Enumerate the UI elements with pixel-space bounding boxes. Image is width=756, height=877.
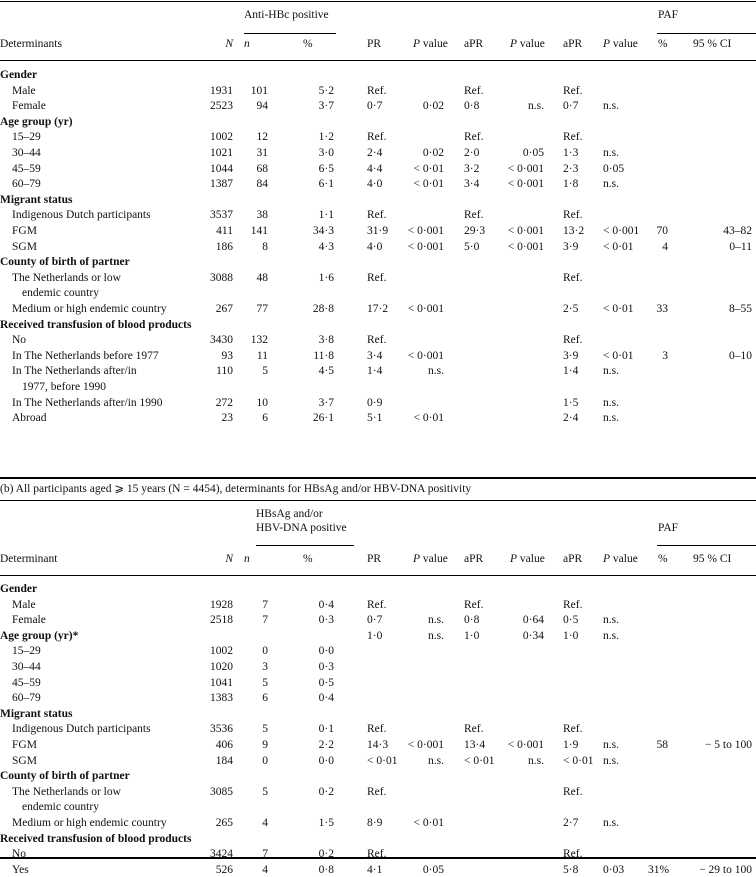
row-group-heading: Age group (yr) bbox=[0, 115, 73, 128]
col-header-apr-2: aPR bbox=[563, 553, 583, 565]
cell-pr: Ref. bbox=[367, 271, 387, 284]
cell-n: 94 bbox=[256, 100, 268, 113]
col-header-apr-2: aPR bbox=[563, 38, 583, 50]
col-header-apr-1: aPR bbox=[464, 38, 484, 50]
cell-n: 0 bbox=[262, 754, 268, 767]
cell-p1: < 0·001 bbox=[407, 225, 444, 237]
cell-p1: < 0·01 bbox=[413, 412, 444, 425]
cell-p3: < 0·001 bbox=[603, 225, 640, 237]
cell-N: 3537 bbox=[210, 209, 233, 222]
cell-n: 4 bbox=[262, 817, 268, 829]
row-group-heading: Gender bbox=[0, 583, 38, 595]
cell-pr: 8·9 bbox=[367, 817, 383, 829]
cell-p1: n.s. bbox=[428, 629, 444, 642]
cell-p3: n.s. bbox=[603, 147, 619, 159]
row-label: In The Netherlands before 1977 bbox=[12, 349, 159, 362]
cell-n: 7 bbox=[262, 614, 268, 627]
cell-apr2: 1·0 bbox=[563, 629, 579, 642]
col-header-paf-pct: % bbox=[658, 38, 668, 50]
cell-p1: n.s. bbox=[428, 754, 444, 767]
row-group-heading: Gender bbox=[0, 69, 38, 81]
cell-p2: 0·34 bbox=[522, 629, 544, 642]
cell-pct: 0·0 bbox=[318, 645, 334, 658]
cell-p3: < 0·01 bbox=[603, 303, 634, 315]
row-label: Male bbox=[12, 84, 36, 97]
cell-n: 77 bbox=[256, 303, 268, 315]
cell-pct: 0·0 bbox=[318, 754, 334, 767]
cell-pct: 26·1 bbox=[312, 412, 334, 425]
cell-N: 3536 bbox=[210, 723, 233, 736]
cell-n: 12 bbox=[256, 131, 268, 144]
cell-ci: − 29 to 100 bbox=[699, 863, 752, 876]
cell-apr2: 3·9 bbox=[563, 349, 579, 362]
divider-rule bbox=[0, 477, 756, 479]
group-header-paf-b: PAF bbox=[658, 522, 679, 534]
row-label: Indigenous Dutch participants bbox=[12, 723, 151, 736]
row-label: Abroad bbox=[12, 412, 47, 425]
cell-paf: 70 bbox=[656, 225, 668, 237]
cell-n: 10 bbox=[256, 396, 268, 409]
cell-pct: 5·2 bbox=[318, 84, 334, 97]
cell-apr2: 13·2 bbox=[563, 225, 585, 237]
cell-apr1: 5·0 bbox=[464, 240, 480, 253]
cell-n: 38 bbox=[256, 209, 268, 222]
col-header-pvalue-3: P value bbox=[603, 38, 638, 50]
cell-p3: < 0·01 bbox=[603, 240, 634, 253]
group-rule-paf-b bbox=[657, 545, 756, 546]
cell-apr1: Ref. bbox=[464, 84, 484, 97]
cell-n: 9 bbox=[262, 739, 268, 751]
col-header-pvalue-2: P value bbox=[510, 38, 545, 50]
cell-p2: < 0·001 bbox=[507, 225, 544, 237]
cell-p3: n.s. bbox=[603, 396, 619, 409]
cell-p1: < 0·001 bbox=[407, 739, 444, 751]
group-header-hbsag-1: HBsAg and/or bbox=[256, 508, 323, 520]
cell-apr2: < 0·01 bbox=[563, 754, 594, 767]
cell-pct: 0·3 bbox=[318, 614, 334, 627]
cell-paf: 58 bbox=[656, 739, 668, 751]
cell-paf: 3 bbox=[662, 349, 668, 362]
cell-ci: 0–11 bbox=[729, 240, 752, 253]
cell-pr: 2·4 bbox=[367, 147, 383, 159]
row-label: 30–44 bbox=[12, 147, 41, 159]
top-rule-b bbox=[0, 500, 756, 501]
cell-N: 2523 bbox=[210, 100, 233, 113]
cell-apr1: Ref. bbox=[464, 131, 484, 144]
cell-n: 141 bbox=[250, 225, 268, 237]
cell-p1: 0·02 bbox=[422, 147, 444, 159]
cell-n: 48 bbox=[256, 271, 268, 284]
cell-pr: Ref. bbox=[367, 598, 387, 611]
cell-N: 3424 bbox=[210, 848, 233, 861]
cell-pct: 6·1 bbox=[318, 178, 334, 191]
row-label: No bbox=[12, 848, 27, 861]
cell-pct: 34·3 bbox=[312, 225, 334, 237]
cell-p3: n.s. bbox=[603, 629, 619, 642]
cell-p3: n.s. bbox=[603, 100, 619, 113]
cell-N: 406 bbox=[215, 739, 233, 751]
cell-pct: 2·2 bbox=[318, 739, 334, 751]
cell-N: 1044 bbox=[210, 162, 233, 175]
group-header-anti-hbc: Anti-HBc positive bbox=[244, 9, 329, 21]
cell-apr2: 3·9 bbox=[563, 240, 579, 253]
row-label: SGM bbox=[12, 754, 37, 767]
cell-N: 186 bbox=[215, 240, 233, 253]
col-header-pct: % bbox=[303, 553, 313, 565]
col-header-pvalue-3: P value bbox=[603, 553, 638, 565]
cell-pr: 1·4 bbox=[367, 365, 383, 378]
cell-pct: 1·5 bbox=[318, 817, 334, 829]
col-header-pr: PR bbox=[367, 553, 382, 565]
cell-p3: n.s. bbox=[603, 817, 619, 829]
cell-paf: 33 bbox=[656, 303, 668, 315]
col-header-n: n bbox=[244, 553, 250, 565]
row-label: 45–59 bbox=[12, 162, 41, 175]
cell-p2: 0·05 bbox=[522, 147, 544, 159]
cell-N: 3085 bbox=[210, 785, 233, 798]
cell-N: 3430 bbox=[210, 334, 233, 347]
cell-apr2: Ref. bbox=[563, 271, 583, 284]
cell-p2: n.s. bbox=[528, 754, 544, 767]
cell-N: 110 bbox=[216, 365, 233, 378]
row-label: 15–29 bbox=[12, 131, 41, 144]
row-label: Female bbox=[12, 100, 46, 113]
cell-p3: n.s. bbox=[603, 754, 619, 767]
cell-pr: 1·0 bbox=[367, 629, 383, 642]
cell-n: 8 bbox=[262, 240, 268, 253]
col-header-determinant: Determinants bbox=[0, 38, 62, 50]
cell-pr: 31·9 bbox=[367, 225, 389, 237]
cell-N: 184 bbox=[215, 754, 233, 767]
cell-N: 1383 bbox=[210, 692, 233, 705]
cell-p1: n.s. bbox=[428, 365, 444, 378]
cell-pr: Ref. bbox=[367, 848, 387, 861]
cell-p1: 0·02 bbox=[422, 100, 444, 113]
col-header-determinant: Determinant bbox=[0, 553, 58, 565]
cell-n: 101 bbox=[250, 84, 268, 97]
row-label: In The Netherlands after/in bbox=[12, 365, 137, 378]
cell-p3: n.s. bbox=[603, 365, 619, 378]
cell-N: 1928 bbox=[210, 598, 233, 611]
cell-apr1: 2·0 bbox=[464, 147, 480, 159]
cell-N: 1387 bbox=[210, 178, 233, 191]
group-rule-paf-a bbox=[657, 33, 756, 34]
cell-p1: 0·05 bbox=[422, 863, 444, 876]
cell-apr2: Ref. bbox=[563, 334, 583, 347]
col-header-pvalue-1: P value bbox=[413, 553, 448, 565]
row-label: Medium or high endemic country bbox=[12, 817, 167, 829]
cell-N: 1002 bbox=[210, 131, 233, 144]
cell-N: 272 bbox=[215, 396, 233, 409]
cell-n: 68 bbox=[256, 162, 268, 175]
row-label: 30–44 bbox=[12, 661, 41, 673]
cell-apr1: 0·8 bbox=[464, 614, 480, 627]
cell-N: 23 bbox=[221, 412, 233, 425]
cell-N: 3088 bbox=[210, 271, 233, 284]
cell-apr2: 1·5 bbox=[563, 396, 579, 409]
col-header-ci: 95 % CI bbox=[693, 38, 732, 50]
row-group-heading: Age group (yr)* bbox=[0, 629, 79, 642]
cell-n: 5 bbox=[262, 723, 268, 736]
row-label-continued: 1977, before 1990 bbox=[22, 381, 106, 393]
col-header-pvalue-1: P value bbox=[413, 38, 448, 50]
cell-n: 3 bbox=[262, 661, 268, 673]
cell-p2: n.s. bbox=[528, 100, 544, 113]
cell-pct: 1·2 bbox=[318, 131, 334, 144]
cell-p2: < 0·001 bbox=[507, 739, 544, 751]
cell-n: 0 bbox=[262, 645, 268, 658]
cell-apr2: Ref. bbox=[563, 598, 583, 611]
cell-apr1: 29·3 bbox=[464, 225, 486, 237]
cell-pct: 0·1 bbox=[318, 723, 334, 736]
cell-apr2: 2·5 bbox=[563, 303, 579, 315]
cell-apr1: 3·2 bbox=[464, 162, 480, 175]
cell-pct: 0·2 bbox=[318, 785, 334, 798]
cell-apr1: Ref. bbox=[464, 598, 484, 611]
col-header-paf-pct: % bbox=[658, 553, 668, 565]
cell-p3: < 0·01 bbox=[603, 349, 634, 362]
cell-p3: 0·03 bbox=[603, 863, 625, 876]
col-header-apr-1: aPR bbox=[464, 553, 484, 565]
cell-pct: 0·2 bbox=[318, 848, 334, 861]
row-label-continued: endemic country bbox=[22, 287, 99, 300]
cell-p3: n.s. bbox=[603, 178, 619, 191]
cell-apr1: < 0·01 bbox=[464, 754, 495, 767]
cell-p1: < 0·01 bbox=[413, 162, 444, 175]
cell-n: 6 bbox=[262, 412, 268, 425]
cell-p2: < 0·001 bbox=[507, 240, 544, 253]
bottom-rule-b bbox=[0, 857, 756, 859]
cell-pct: 4·3 bbox=[318, 240, 334, 253]
cell-p1: < 0·001 bbox=[407, 349, 444, 362]
row-label: In The Netherlands after/in 1990 bbox=[12, 396, 163, 409]
group-rule-anti-hbc bbox=[244, 33, 336, 34]
cell-n: 11 bbox=[256, 349, 268, 362]
header-rule-a bbox=[0, 60, 756, 61]
cell-pct: 4·5 bbox=[318, 365, 334, 378]
cell-n: 7 bbox=[262, 598, 268, 611]
row-label-continued: endemic country bbox=[22, 801, 99, 814]
cell-apr1: Ref. bbox=[464, 723, 484, 736]
cell-pr: Ref. bbox=[367, 84, 387, 97]
cell-p2: < 0·001 bbox=[507, 178, 544, 191]
cell-apr1: 0·8 bbox=[464, 100, 480, 113]
header-rule-b bbox=[0, 575, 756, 576]
caption-b: (b) All participants aged ⩾ 15 years (N = 4454), determinants for HBsAg and/or HBV-DNA positivity bbox=[0, 483, 472, 495]
cell-n: 5 bbox=[262, 365, 268, 378]
cell-n: 5 bbox=[262, 785, 268, 798]
cell-paf: 31% bbox=[648, 863, 670, 876]
cell-apr1: 13·4 bbox=[464, 739, 486, 751]
cell-p1: < 0·001 bbox=[407, 303, 444, 315]
cell-n: 31 bbox=[256, 147, 268, 159]
cell-apr2: 1·8 bbox=[563, 178, 579, 191]
row-label: The Netherlands or low bbox=[12, 785, 121, 798]
cell-pct: 1·1 bbox=[318, 209, 334, 222]
row-label: 45–59 bbox=[12, 676, 41, 689]
group-header-paf-a: PAF bbox=[658, 9, 679, 21]
cell-apr2: 0·5 bbox=[563, 614, 579, 627]
cell-paf: 4 bbox=[662, 240, 668, 253]
cell-pct: 28·8 bbox=[312, 303, 334, 315]
cell-pr: 3·4 bbox=[367, 349, 383, 362]
col-header-n: n bbox=[244, 38, 250, 50]
cell-p1: n.s. bbox=[428, 614, 444, 627]
cell-apr2: 1·9 bbox=[563, 739, 579, 751]
row-label: The Netherlands or low bbox=[12, 271, 121, 284]
cell-pr: Ref. bbox=[367, 723, 387, 736]
cell-pr: Ref. bbox=[367, 785, 387, 798]
cell-pr: Ref. bbox=[367, 334, 387, 347]
col-header-pvalue-2: P value bbox=[510, 553, 545, 565]
cell-apr2: 2·7 bbox=[563, 817, 579, 829]
row-label: 60–79 bbox=[12, 178, 41, 191]
cell-N: 1020 bbox=[210, 661, 233, 673]
row-label: 60–79 bbox=[12, 692, 41, 705]
cell-ci: 0–10 bbox=[729, 349, 752, 362]
cell-N: 1041 bbox=[210, 676, 233, 689]
col-header-pr: PR bbox=[367, 38, 382, 50]
row-label: FGM bbox=[12, 739, 37, 751]
cell-apr2: Ref. bbox=[563, 131, 583, 144]
row-label: No bbox=[12, 334, 27, 347]
cell-apr2: Ref. bbox=[563, 785, 583, 798]
cell-n: 132 bbox=[250, 334, 268, 347]
cell-apr2: 2·4 bbox=[563, 412, 579, 425]
row-label: 15–29 bbox=[12, 645, 41, 658]
cell-pr: 0·7 bbox=[367, 614, 383, 627]
cell-p2: 0·64 bbox=[522, 614, 544, 627]
cell-N: 411 bbox=[216, 225, 233, 237]
cell-n: 5 bbox=[262, 676, 268, 689]
row-group-heading: County of birth of partner bbox=[0, 256, 130, 269]
cell-p3: n.s. bbox=[603, 412, 619, 425]
cell-N: 93 bbox=[221, 349, 233, 362]
cell-p1: < 0·001 bbox=[407, 240, 444, 253]
cell-p1: < 0·01 bbox=[413, 817, 444, 829]
cell-pr: 0·7 bbox=[367, 100, 383, 113]
cell-pct: 11·8 bbox=[313, 349, 334, 362]
row-label: Male bbox=[12, 598, 36, 611]
col-header-N: N bbox=[225, 553, 233, 565]
cell-pr: Ref. bbox=[367, 209, 387, 222]
cell-apr2: 1·4 bbox=[563, 365, 579, 378]
cell-apr2: 5·8 bbox=[563, 863, 579, 876]
cell-N: 1021 bbox=[210, 147, 233, 159]
cell-apr2: 2·3 bbox=[563, 162, 579, 175]
group-rule-hbsag bbox=[256, 545, 354, 546]
cell-pct: 0·4 bbox=[318, 692, 334, 705]
cell-N: 526 bbox=[215, 863, 233, 876]
cell-p1: < 0·01 bbox=[413, 178, 444, 191]
cell-pr: 4·0 bbox=[367, 240, 383, 253]
cell-pct: 3·7 bbox=[318, 396, 334, 409]
cell-pct: 0·3 bbox=[318, 661, 334, 673]
cell-pct: 1·6 bbox=[318, 271, 334, 284]
row-group-heading: Migrant status bbox=[0, 707, 73, 720]
row-group-heading: Migrant status bbox=[0, 193, 73, 206]
row-label: Female bbox=[12, 614, 46, 627]
cell-ci: 8–55 bbox=[729, 303, 752, 315]
cell-p2: < 0·001 bbox=[507, 162, 544, 175]
cell-pct: 0·5 bbox=[318, 676, 334, 689]
cell-apr2: 1·3 bbox=[563, 147, 579, 159]
group-header-hbsag-2: HBV-DNA positive bbox=[256, 522, 347, 534]
cell-n: 7 bbox=[262, 848, 268, 861]
cell-apr2: Ref. bbox=[563, 723, 583, 736]
cell-n: 84 bbox=[256, 178, 268, 191]
cell-pct: 3·0 bbox=[318, 147, 334, 159]
row-label: SGM bbox=[12, 240, 37, 253]
cell-N: 267 bbox=[215, 303, 233, 315]
cell-pct: 6·5 bbox=[318, 162, 334, 175]
cell-pct: 3·7 bbox=[318, 100, 334, 113]
cell-apr2: Ref. bbox=[563, 84, 583, 97]
cell-pr: 0·9 bbox=[367, 396, 383, 409]
cell-pr: 4·1 bbox=[367, 863, 383, 876]
cell-ci: 43–82 bbox=[723, 225, 752, 237]
cell-pct: 0·4 bbox=[318, 598, 334, 611]
cell-N: 1002 bbox=[210, 645, 233, 658]
cell-p3: n.s. bbox=[603, 614, 619, 627]
cell-N: 2518 bbox=[210, 614, 233, 627]
cell-apr2: 0·7 bbox=[563, 100, 579, 113]
cell-pct: 0·8 bbox=[318, 863, 334, 876]
cell-p3: n.s. bbox=[603, 739, 619, 751]
cell-p3: 0·05 bbox=[603, 162, 625, 175]
cell-apr1: 3·4 bbox=[464, 178, 480, 191]
cell-ci: − 5 to 100 bbox=[704, 739, 752, 751]
cell-pr: 4·0 bbox=[367, 178, 383, 191]
cell-apr1: Ref. bbox=[464, 209, 484, 222]
row-group-heading: Received transfusion of blood products bbox=[0, 832, 192, 845]
cell-pr: 17·2 bbox=[367, 303, 389, 315]
row-label: Indigenous Dutch participants bbox=[12, 209, 151, 222]
cell-N: 1931 bbox=[210, 84, 233, 97]
cell-pr: 4·4 bbox=[367, 162, 383, 175]
cell-pr: 5·1 bbox=[367, 412, 383, 425]
col-header-N: N bbox=[225, 38, 233, 50]
cell-n: 4 bbox=[262, 863, 268, 876]
cell-n: 6 bbox=[262, 692, 268, 705]
col-header-pct: % bbox=[303, 38, 313, 50]
cell-apr1: 1·0 bbox=[464, 629, 480, 642]
row-label: Yes bbox=[12, 863, 29, 876]
cell-pr: 14·3 bbox=[367, 739, 389, 751]
row-group-heading: County of birth of partner bbox=[0, 770, 130, 783]
cell-apr2: Ref. bbox=[563, 848, 583, 861]
cell-pr: < 0·01 bbox=[367, 754, 398, 767]
cell-pct: 3·8 bbox=[318, 334, 334, 347]
top-rule-a bbox=[0, 1, 756, 2]
row-label: Medium or high endemic country bbox=[12, 303, 167, 315]
row-group-heading: Received transfusion of blood products bbox=[0, 318, 192, 331]
cell-N: 265 bbox=[215, 817, 233, 829]
row-label: FGM bbox=[12, 225, 37, 237]
cell-pr: Ref. bbox=[367, 131, 387, 144]
col-header-ci: 95 % CI bbox=[693, 553, 732, 565]
cell-apr2: Ref. bbox=[563, 209, 583, 222]
